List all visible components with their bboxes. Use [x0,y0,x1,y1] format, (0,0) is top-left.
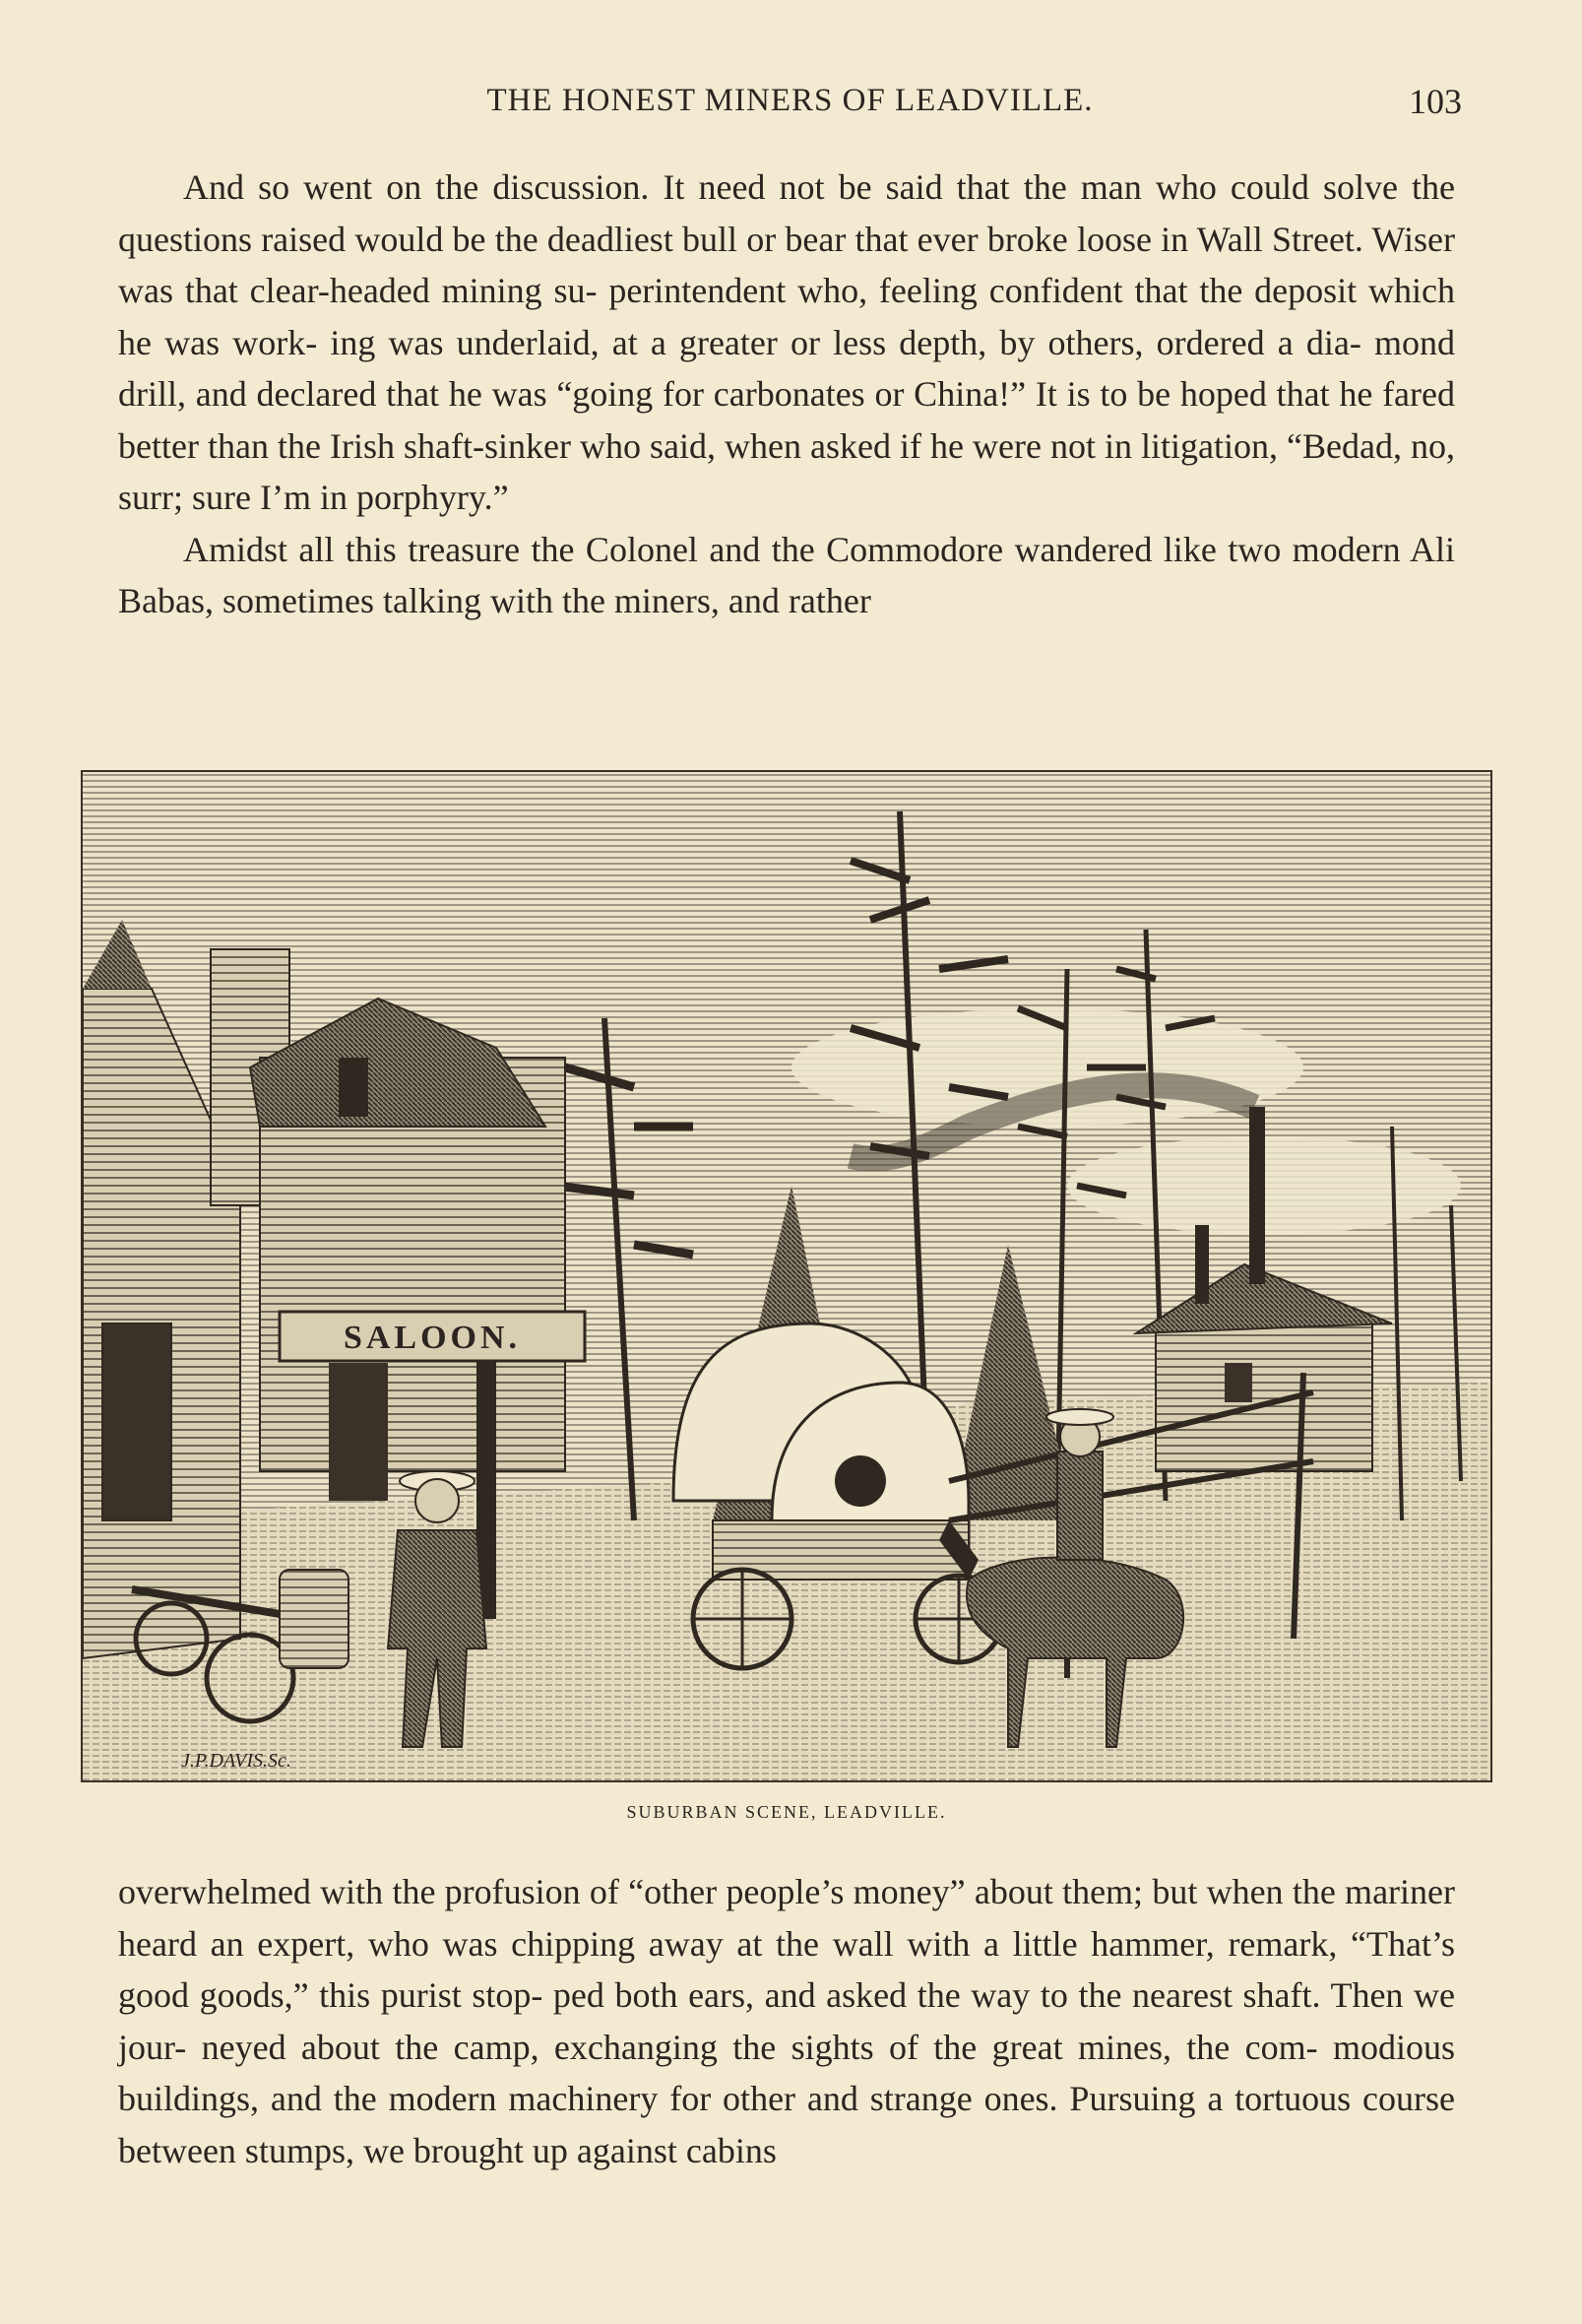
page-header [118,83,1462,132]
body-text-top [118,161,1455,627]
engraver-signature: J.P.DAVIS.Sc. [181,1750,291,1772]
paragraph: overwhelmed with the profusion of “other people’s money” about them; but when the mariner heard an expert, who was chipping away at the wall with a little hammer, remark, “That’s good goods,” this purist stop- ped both ears, and asked the way to the nearest shaft. Then we jour- neyed about the camp, exchanging the sights of the great mines, the com- modious buildings, and the modern machinery for other and strange ones. Pursuing a tortuous course between stumps, we brought up against cabins [118,1872,1455,2170]
barrel [280,1570,348,1668]
saloon-sign [280,1312,585,1361]
paragraph: Amidst all this treasure the Colonel and the Commodore wandered like two modern Ali Babas, sometimes talking with the miners, and rather [118,529,1455,620]
saloon-sign-text: SALOON. [343,1320,522,1356]
wagon-opening [835,1455,886,1507]
body-text-bottom [118,1866,1455,2176]
figure-caption: SUBURBAN SCENE, LEADVILLE. [626,1802,947,1822]
paragraph: And so went on the discussion. It need not be said that the man who could solve the questions raised would be the deadliest bull or bear that ever broke loose in Wall Street. Wiser was that clear-headed mining su- perintendent who, feeling confident that the deposit which he was work- ing was underlaid, at a greater or less depth, by others, ordered a dia- mond drill, and declared that he was “going for carbonates or China!” It is to be hoped that he fared better than the Irish shaft-sinker who said, when asked if he were not in litigation, “Bedad, no, surr; sure I’m in porphyry.” [118,167,1455,517]
running-head: THE HONEST MINERS OF LEADVILLE. [486,83,1094,118]
engraving-illustration [81,770,1492,1782]
page-number: 103 [1409,82,1462,121]
